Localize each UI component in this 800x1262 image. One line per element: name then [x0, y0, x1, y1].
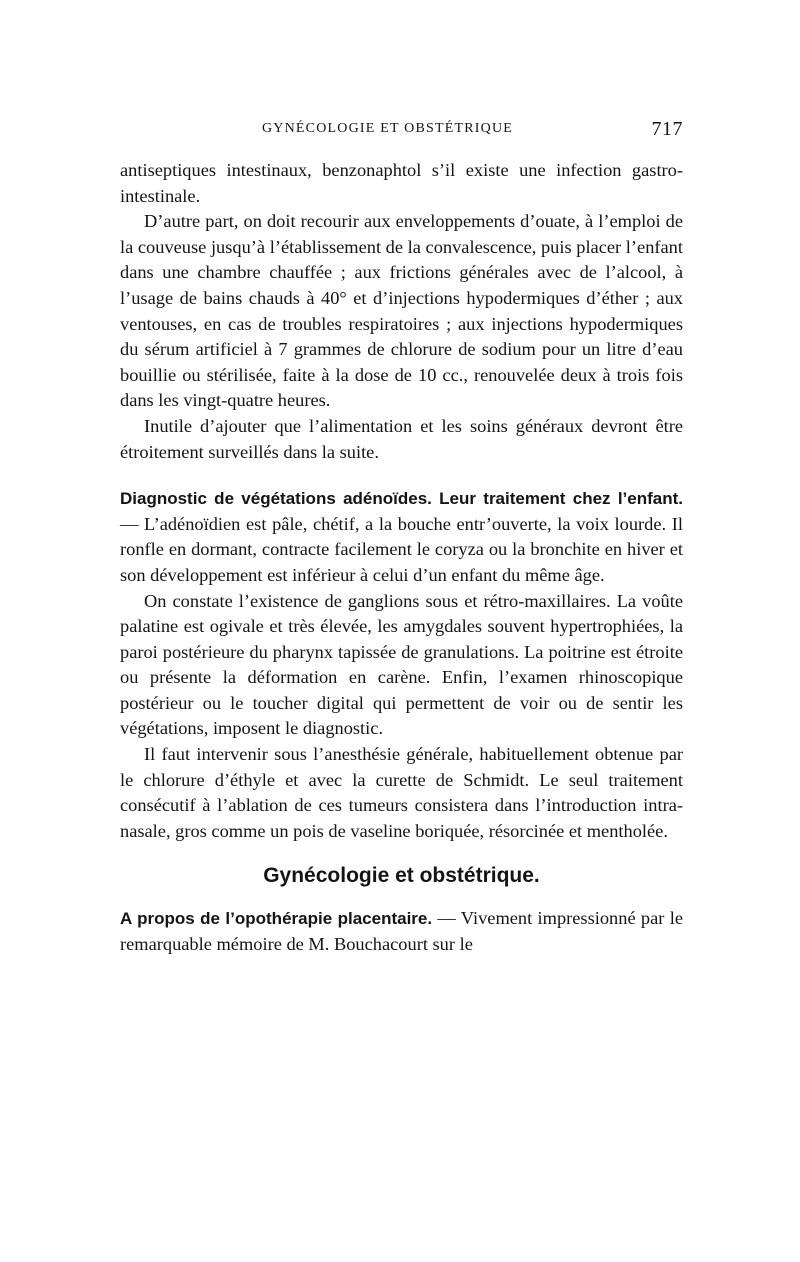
running-head [120, 118, 683, 148]
paragraph-feeding: Inutile d’ajouter que l’alimentation et les soins généraux devront être étroitement surveillés dans la suite. [120, 415, 683, 462]
run-in-heading-adenoids: Diagnostic de végétations adénoïdes. Leur traitement chez l’enfant. [120, 489, 683, 509]
body-text [120, 158, 683, 958]
paragraph-opotherapy [120, 906, 683, 957]
paragraph-continued: antiseptiques intestinaux, benzonaphtol s’il existe une infection gastro-intestinale. [120, 160, 683, 206]
section-heading: Gynécologie et obstétrique. [263, 864, 540, 888]
running-title: GYNÉCOLOGIE ET OBSTÉTRIQUE [262, 121, 514, 136]
paragraph-adenoids [120, 486, 683, 588]
paragraph-symptoms: On constate l’existence de ganglions sous et rétro-maxillaires. La voûte palatine est ogivale et très élevée, les amygdales souvent hypertrophiées, la paroi postérieure du pharynx tapissée de granulations. La poitrine est étroite ou présente la déformation en carène. Enfin, l’examen rhinoscopique postérieur ou le toucher digital qui permettent de voir ou de sentir les végétations, imposent le diagnostic. [120, 590, 683, 739]
page-number: 717 [651, 118, 683, 140]
paragraph-opotherapy-text: — Vivement impressionné par le remarquable mémoire de M. Bouchacourt sur le [120, 908, 683, 955]
paragraph-warming-care: D’autre part, on doit recourir aux enveloppements d’ouate, à l’emploi de la couveuse jusqu’à l’établissement de la convalescence, puis placer l’enfant dans une chambre chauffée ; aux frictions générales avec de l’alcool, à l’usage de bains chauds à 40° et d’injections hypodermiques d’éther ; aux ventouses, en cas de troubles respiratoires ; aux injections hypodermiques du sérum artificiel à 7 grammes de chlorure de sodium pour un litre d’eau bouillie ou stérilisée, faite à la dose de 10 cc., renouvelée deux à trois fois dans les vingt-quatre heures. [120, 211, 683, 411]
paragraph-treatment: Il faut intervenir sous l’anesthésie générale, habituellement obtenue par le chlorure d’éthyle et avec la curette de Schmidt. Le seul traitement consécutif à l’ablation de ces tumeurs consistera dans l’introduction intra-nasale, gros comme un pois de vaseline boriquée, résorcinée et mentholée. [120, 744, 683, 841]
run-in-heading-opotherapy: A propos de l’opothérapie placentaire. [120, 909, 433, 929]
paragraph-adenoids-text: — L’adénoïdien est pâle, chétif, a la bouche entr’ouverte, la voix lourde. Il ronfle en dormant, contracte facilement le coryza ou la bronchite en hiver et son développement est inférieur à celui d’un enfant du même âge. [120, 513, 683, 585]
